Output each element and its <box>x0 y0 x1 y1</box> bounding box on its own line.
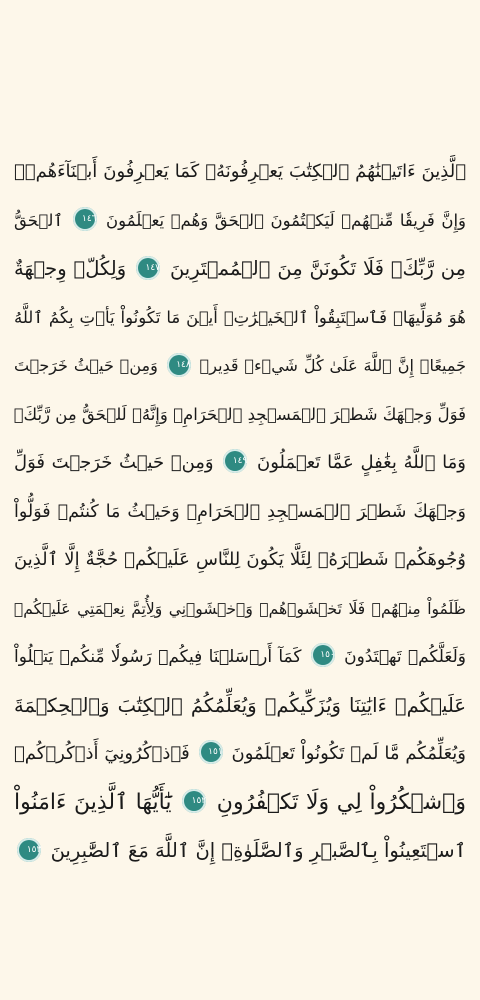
verse-text: وَيُعَلِّمُكُم مَّا لَمۡ تَكُونُواْ تَعۡلَمُونَ <box>231 743 466 764</box>
ayah-number-marker: ١٥٢ <box>182 789 206 813</box>
verse-text: وَمِنۡ حَيۡثُ خَرَجۡتَ فَوَلِّ <box>14 452 214 473</box>
verse-line <box>14 391 466 440</box>
verse-text: وَلَعَلَّكُمۡ تَهۡتَدُونَ <box>344 647 466 667</box>
ayah-number-marker: ١٤٧ <box>136 256 160 280</box>
verse-text: وَلِكُلّٖ وِجۡهَةٌ <box>14 257 127 280</box>
verse-text: فَوَلِّ وَجۡهَكَ شَطۡرَ ٱلۡمَسۡجِدِ ٱلۡحَرَامِۖ وَإِنَّهُۥ لَلۡحَقُّ مِن رَّبِّكَۗ <box>14 404 466 424</box>
ayah-number-marker: ١٥٣ <box>17 838 41 862</box>
verse-text: جَمِيعًاۚ إِنَّ ٱللَّهَ عَلَىٰ كُلِّ شَيۡءٖ قَدِيرٞ <box>199 356 466 375</box>
verse-text: يَٰٓأَيُّهَا ٱلَّذِينَ ءَامَنُواْ <box>14 789 172 815</box>
verse-text: مِن رَّبِّكَۖ فَلَا تَكُونَنَّ مِنَ ٱلۡمُمۡتَرِينَ <box>169 257 466 280</box>
verse-line <box>14 633 466 682</box>
verse-lines <box>14 148 466 876</box>
verse-text: ٱلَّذِينَ ءَاتَيۡنَٰهُمُ ٱلۡكِتَٰبَ يَعۡرِفُونَهُۥ كَمَا يَعۡرِفُونَ أَبۡنَآءَهُمۡۖ <box>14 161 466 182</box>
verse-text: ظَلَمُواْ مِنۡهُمۡ فَلَا تَخۡشَوۡهُمۡ وَٱخۡشَوۡنِي وَلِأُتِمَّ نِعۡمَتِي عَلَيۡكُمۡ <box>14 599 466 618</box>
verse-line <box>14 245 466 294</box>
verse-text: كَمَآ أَرۡسَلۡنَا فِيكُمۡ رَسُولٗا مِّنكُمۡ يَتۡلُواْ <box>14 647 302 667</box>
verse-text: عَلَيۡكُمۡ ءَايَٰتِنَا وَيُزَكِّيكُمۡ وَيُعَلِّمُكُمُ ٱلۡكِتَٰبَ وَٱلۡحِكۡمَةَ <box>14 693 466 717</box>
verse-line <box>14 197 466 246</box>
verse-text: فَٱذۡكُرُونِيٓ أَذۡكُرۡكُمۡ <box>14 743 190 764</box>
ayah-number-marker: ١٥٠ <box>311 643 335 667</box>
verse-text: وَٱشۡكُرُواْ لِي وَلَا تَكۡفُرُونِ <box>216 789 466 815</box>
verse-line <box>14 294 466 343</box>
verse-text: ٱسۡتَعِينُواْ بِٱلصَّبۡرِ وَٱلصَّلَوٰةِۚ إِنَّ ٱللَّهَ مَعَ ٱلصَّٰبِرِينَ <box>50 839 466 862</box>
verse-line <box>14 779 466 828</box>
verse-line <box>14 439 466 488</box>
verse-line <box>14 682 466 731</box>
verse-text: وَجۡهَكَ شَطۡرَ ٱلۡمَسۡجِدِ ٱلۡحَرَامِۚ وَحَيۡثُ مَا كُنتُمۡ فَوَلُّواْ <box>14 501 466 522</box>
ayah-number-marker: ١٤٨ <box>167 353 191 377</box>
verse-line <box>14 342 466 391</box>
ayah-number-marker: ١٥١ <box>199 740 223 764</box>
verse-line <box>14 148 466 197</box>
ayah-number-marker: ١٤٦ <box>73 207 97 231</box>
verse-text: وَإِنَّ فَرِيقٗا مِّنۡهُمۡ لَيَكۡتُمُونَ ٱلۡحَقَّ وَهُمۡ يَعۡلَمُونَ <box>106 210 466 230</box>
verse-text: ٱلۡحَقُّ <box>14 210 64 230</box>
verse-text: وَمِنۡ حَيۡثُ خَرَجۡتَ <box>14 356 158 375</box>
verse-text: وُجُوهَكُمۡ شَطۡرَهُۥ لِئَلَّا يَكُونَ لِلنَّاسِ عَلَيۡكُمۡ حُجَّةٌ إِلَّا ٱلَّذِينَ <box>14 549 466 570</box>
verse-text: هُوَ مُوَلِّيهَاۖ فَٱسۡتَبِقُواْ ٱلۡخَيۡرَٰتِۚ أَيۡنَ مَا تَكُونُواْ يَأۡتِ بِكُمُ ٱللَّهُ <box>14 307 466 327</box>
verse-line <box>14 730 466 779</box>
ayah-number-marker: ١٤٩ <box>223 449 247 473</box>
verse-line <box>14 827 466 876</box>
verse-text: وَمَا ٱللَّهُ بِغَٰفِلٍ عَمَّا تَعۡمَلُونَ <box>257 452 466 473</box>
verse-line <box>14 536 466 585</box>
verse-line <box>14 585 466 634</box>
verse-line <box>14 488 466 537</box>
